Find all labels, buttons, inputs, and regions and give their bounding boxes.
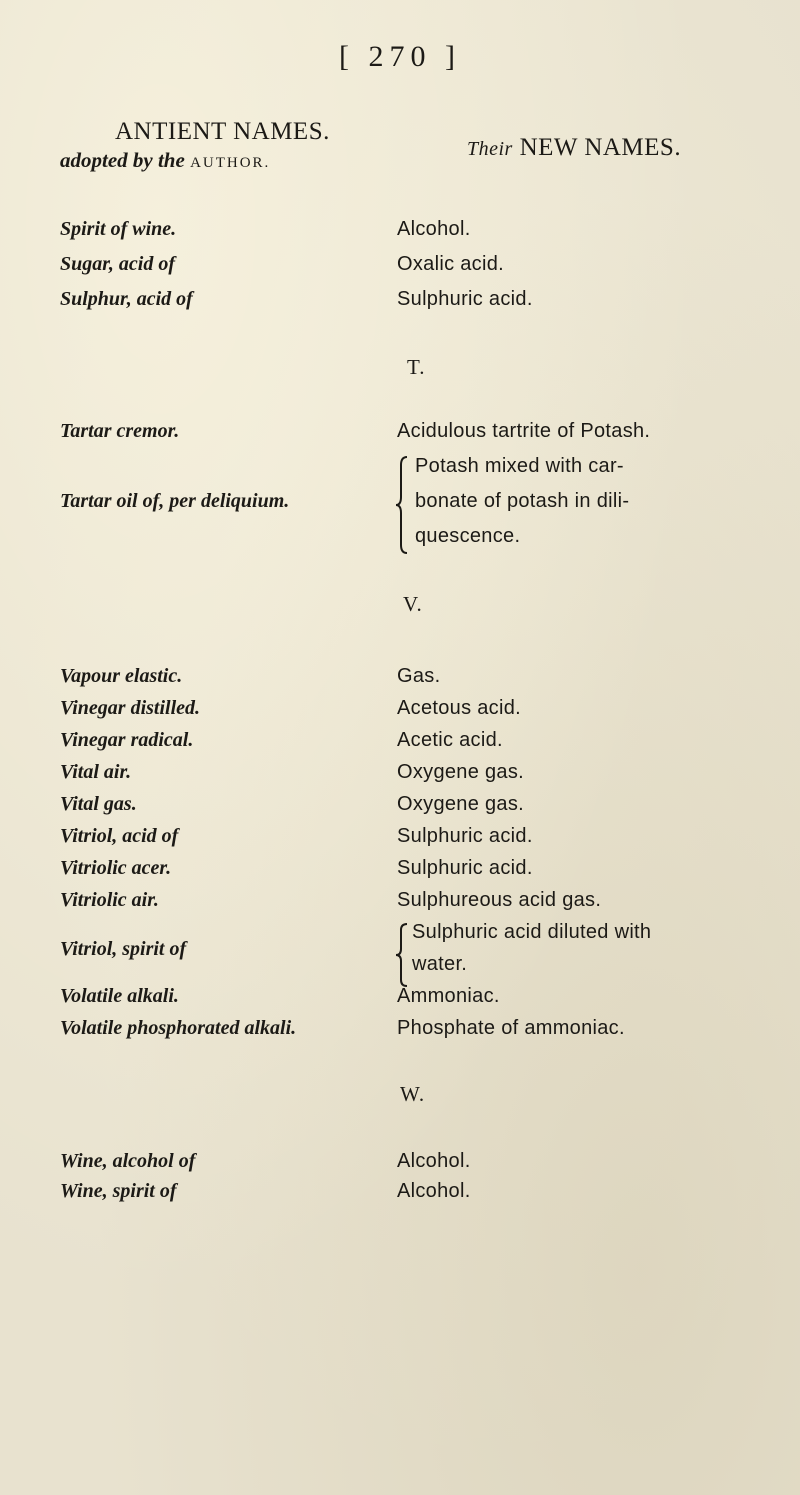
right-entry: Sulphuric acid. xyxy=(397,857,533,879)
section-letter-t: T. xyxy=(407,355,426,379)
right-entry: Ammoniac. xyxy=(397,985,500,1007)
left-entry: Vinegar distilled. xyxy=(60,697,201,719)
left-entry: Vitriol, acid of xyxy=(60,825,179,847)
right-column-title xyxy=(467,134,681,162)
left-entry: Wine, spirit of xyxy=(60,1180,177,1202)
left-brace xyxy=(395,922,411,988)
right-entry: Sulphuric acid. xyxy=(397,288,533,310)
left-entry: Wine, alcohol of xyxy=(60,1150,196,1172)
right-entry: Acetic acid. xyxy=(397,729,503,751)
right-entry: Alcohol. xyxy=(397,218,471,240)
right-entry-line: bonate of potash in dili- xyxy=(415,490,630,512)
left-entry: Volatile phosphorated alkali. xyxy=(60,1017,297,1039)
page-number: [ 270 ] xyxy=(339,40,461,73)
right-entry: Oxygene gas. xyxy=(397,761,525,783)
section-letter-v: V. xyxy=(403,592,423,616)
left-entry: Vitriol, spirit of xyxy=(60,938,187,960)
right-entry: Alcohol. xyxy=(397,1180,471,1202)
left-entry: Volatile alkali. xyxy=(60,985,179,1007)
left-column-subtitle-author: AUTHOR. xyxy=(190,155,271,171)
right-entry: Phosphate of ammoniac. xyxy=(397,1017,625,1039)
right-entry: Gas. xyxy=(397,665,441,687)
right-entry-line: Potash mixed with car- xyxy=(415,455,624,477)
left-entry: Vapour elastic. xyxy=(60,665,183,687)
left-entry: Sugar, acid of xyxy=(60,253,176,275)
left-entry: Vitriolic air. xyxy=(60,889,159,911)
left-entry: Sulphur, acid of xyxy=(60,288,193,310)
left-entry: Vital gas. xyxy=(60,793,137,815)
left-column-subtitle-prefix: adopted by the xyxy=(60,148,185,172)
right-entry: Sulphuric acid. xyxy=(397,825,533,847)
left-entry: Tartar cremor. xyxy=(60,420,180,442)
right-entry: Oxalic acid. xyxy=(397,253,504,275)
left-entry: Vitriolic acer. xyxy=(60,857,172,879)
left-entry: Tartar oil of, per deliquium. xyxy=(60,490,290,512)
left-column-title: ANTIENT NAMES. xyxy=(115,118,330,145)
right-entry: Acidulous tartrite of Potash. xyxy=(397,420,651,442)
right-entry-line: water. xyxy=(412,953,468,975)
right-entry: Alcohol. xyxy=(397,1150,471,1172)
left-entry: Vinegar radical. xyxy=(60,729,194,751)
left-entry: Spirit of wine. xyxy=(60,218,177,240)
section-letter-w: W. xyxy=(400,1082,426,1106)
right-entry: Oxygene gas. xyxy=(397,793,525,815)
left-column-subtitle xyxy=(60,148,270,173)
right-entry-line: Sulphuric acid diluted with xyxy=(412,921,652,943)
right-entry: Sulphureous acid gas. xyxy=(397,889,602,911)
left-entry: Vital air. xyxy=(60,761,132,783)
right-entry-line: quescence. xyxy=(415,525,521,547)
right-entry: Acetous acid. xyxy=(397,697,521,719)
right-column-title-prefix: Their xyxy=(467,138,513,160)
left-brace xyxy=(395,455,411,555)
right-column-title-text: NEW NAMES. xyxy=(519,134,682,161)
